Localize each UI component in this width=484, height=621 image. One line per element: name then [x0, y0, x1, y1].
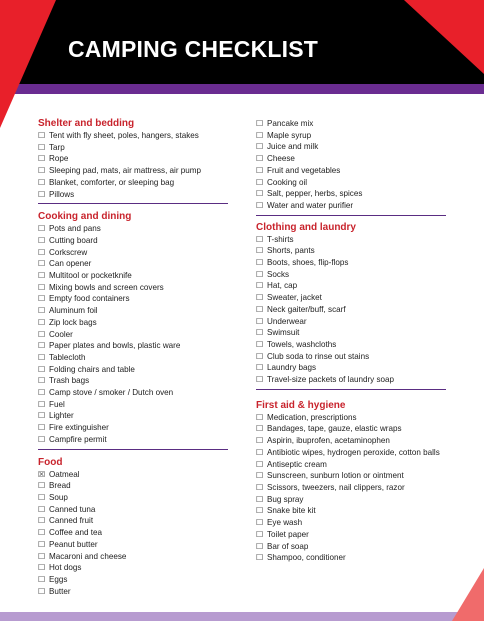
- checklist-item-label: Can opener: [49, 259, 92, 269]
- checklist-item-label: Scissors, tweezers, nail clippers, razor: [267, 482, 405, 492]
- checklist-item[interactable]: [256, 130, 446, 142]
- checkbox-icon[interactable]: ☐: [256, 328, 264, 338]
- checklist-item[interactable]: [256, 459, 446, 471]
- checklist-item-label: Aspirin, ibuprofen, acetaminophen: [267, 436, 390, 446]
- checklist-item[interactable]: [38, 153, 228, 165]
- checklist-item[interactable]: [38, 562, 228, 574]
- checklist-item-label: Mixing bowls and screen covers: [49, 282, 164, 292]
- checklist-item-label: Multitool or pocketknife: [49, 271, 132, 281]
- checkbox-icon[interactable]: ☐: [38, 189, 46, 199]
- checklist-item-label: Camp stove / smoker / Dutch oven: [49, 388, 174, 398]
- checkbox-icon[interactable]: ☐: [38, 423, 46, 433]
- checkbox-icon[interactable]: ☐: [38, 271, 46, 281]
- checklist-item-label: Blanket, comforter, or sleeping bag: [49, 177, 175, 187]
- checklist-item-label: Pillows: [49, 189, 75, 199]
- checklist-item-label: Fire extinguisher: [49, 423, 109, 433]
- checklist-item-label: Antiseptic cream: [267, 459, 327, 469]
- checklist-item[interactable]: [38, 142, 228, 154]
- checklist-item[interactable]: [38, 165, 228, 177]
- checklist-item-label: Paper plates and bowls, plastic ware: [49, 341, 181, 351]
- checklist-item[interactable]: [38, 515, 228, 527]
- checklist-item[interactable]: [256, 374, 446, 386]
- checkbox-icon[interactable]: ☐: [256, 304, 264, 314]
- checkbox-icon[interactable]: ☐: [38, 411, 46, 421]
- checkbox-icon[interactable]: ☐: [38, 376, 46, 386]
- checklist-item[interactable]: [256, 292, 446, 304]
- checklist-item-label: Lighter: [49, 411, 74, 421]
- checklist-item-label: Fruit and vegetables: [267, 165, 341, 175]
- checklist-item[interactable]: [256, 269, 446, 281]
- checklist-item-label: Sunscreen, sunburn lotion or ointment: [267, 471, 404, 481]
- checklist-item[interactable]: [38, 247, 228, 259]
- checklist-item-label: Pots and pans: [49, 224, 101, 234]
- checklist-item[interactable]: [38, 305, 228, 317]
- checkbox-icon[interactable]: ☐: [38, 341, 46, 351]
- checklist-item[interactable]: [256, 304, 446, 316]
- checkbox-icon[interactable]: ☐: [256, 459, 264, 469]
- checklist-item[interactable]: [256, 412, 446, 424]
- checkbox-icon[interactable]: ☐: [256, 269, 264, 279]
- checkbox-icon[interactable]: ☐: [38, 586, 46, 596]
- checklist-item-label: Eggs: [49, 574, 68, 584]
- checklist-item-label: Sweater, jacket: [267, 293, 322, 303]
- checkbox-icon[interactable]: ☐: [38, 504, 46, 514]
- checklist-item[interactable]: [256, 482, 446, 494]
- checkbox-icon[interactable]: ☐: [256, 351, 264, 361]
- checklist-item-label: Peanut butter: [49, 539, 98, 549]
- checkbox-icon[interactable]: ☐: [38, 352, 46, 362]
- checklist-item[interactable]: [256, 177, 446, 189]
- checklist-item[interactable]: [38, 340, 228, 352]
- checklist-item[interactable]: [38, 586, 228, 598]
- checklist-item[interactable]: [38, 364, 228, 376]
- checklist-item[interactable]: [256, 153, 446, 165]
- checklist-item-label: Pancake mix: [267, 119, 314, 128]
- checklist-item[interactable]: [256, 362, 446, 374]
- checklist-item[interactable]: [256, 280, 446, 292]
- checkbox-icon[interactable]: ☐: [256, 553, 264, 563]
- checklist-item[interactable]: [256, 505, 446, 517]
- checklist-item[interactable]: [38, 551, 228, 563]
- checkbox-icon[interactable]: ☐: [256, 506, 264, 516]
- checkbox-icon[interactable]: ☐: [256, 177, 264, 187]
- checklist-item[interactable]: [256, 188, 446, 200]
- checkbox-icon[interactable]: ☐: [256, 246, 264, 256]
- section-divider: [256, 389, 446, 390]
- checkbox-icon[interactable]: ☐: [38, 528, 46, 538]
- checklist-item-label: Eye wash: [267, 518, 303, 528]
- checklist-item-label: Soup: [49, 492, 68, 502]
- checklist-item[interactable]: [256, 141, 446, 153]
- checkbox-icon[interactable]: ☐: [38, 563, 46, 573]
- section-divider: [38, 449, 228, 450]
- checklist-item[interactable]: [38, 399, 228, 411]
- checkbox-icon[interactable]: ☐: [256, 375, 264, 385]
- checklist-item-label: Corkscrew: [49, 247, 88, 257]
- checkbox-icon[interactable]: ☐: [38, 399, 46, 409]
- checklist-item[interactable]: [38, 527, 228, 539]
- checklist-item-label: Club soda to rinse out stains: [267, 351, 370, 361]
- checklist-item[interactable]: [256, 118, 446, 130]
- checklist-item[interactable]: [38, 422, 228, 434]
- checklist-item-label: Cutting board: [49, 235, 98, 245]
- checklist-item-label: Cooler: [49, 329, 73, 339]
- checklist-item-label: Bar of soap: [267, 541, 309, 551]
- checklist-item-label: Socks: [267, 269, 290, 279]
- checkbox-icon[interactable]: ☐: [38, 574, 46, 584]
- checklist-item-label: Oatmeal: [49, 469, 80, 479]
- checkbox-icon[interactable]: ☐: [38, 388, 46, 398]
- section-divider: [38, 203, 228, 204]
- checklist-section: [38, 457, 228, 598]
- checklist-item[interactable]: [38, 375, 228, 387]
- checklist-item-label: Toilet paper: [267, 529, 309, 539]
- checkbox-icon[interactable]: ☐: [256, 234, 264, 244]
- checkbox-icon[interactable]: ☐: [256, 258, 264, 268]
- checklist-item-label: Canned fruit: [49, 516, 94, 526]
- section-heading: Food: [38, 456, 63, 468]
- checkbox-icon[interactable]: ☐: [38, 329, 46, 339]
- checklist-item[interactable]: [256, 234, 446, 246]
- checkbox-icon[interactable]: ☐: [256, 130, 264, 140]
- checkbox-icon[interactable]: ☐: [256, 293, 264, 303]
- checkbox-icon[interactable]: ☐: [38, 154, 46, 164]
- checklist-item-label: Bandages, tape, gauze, elastic wraps: [267, 424, 402, 434]
- checkbox-icon[interactable]: ☐: [256, 339, 264, 349]
- checklist-item-label: Bread: [49, 481, 71, 491]
- checkbox-icon[interactable]: ☐: [256, 165, 264, 175]
- checkbox-icon[interactable]: ☐: [38, 177, 46, 187]
- checklist-item[interactable]: [256, 435, 446, 447]
- checkbox-icon[interactable]: ☐: [256, 447, 264, 457]
- checklist-item[interactable]: [38, 352, 228, 364]
- checked-checkbox-icon[interactable]: ☒: [38, 469, 46, 479]
- checklist-item[interactable]: [38, 387, 228, 399]
- checkbox-icon[interactable]: ☐: [38, 224, 46, 234]
- checklist-item-label: Macaroni and cheese: [49, 551, 127, 561]
- checklist-item-label: Boots, shoes, flip-flops: [267, 258, 349, 268]
- checklist-item-label: Shampoo, conditioner: [267, 553, 346, 563]
- checklist-item[interactable]: [38, 504, 228, 516]
- checklist-item[interactable]: [38, 235, 228, 247]
- checkbox-icon[interactable]: ☐: [256, 541, 264, 551]
- checklist-item-label: Maple syrup: [267, 130, 312, 140]
- checklist-item-label: Towels, washcloths: [267, 339, 337, 349]
- checklist-section: [256, 118, 446, 216]
- checklist-item-label: Canned tuna: [49, 504, 96, 514]
- checklist-item[interactable]: [256, 552, 446, 564]
- checklist-item[interactable]: [38, 223, 228, 235]
- checkbox-icon[interactable]: ☐: [38, 492, 46, 502]
- purple-strip: [0, 84, 484, 94]
- page-title: CAMPING CHECKLIST: [68, 36, 319, 62]
- checklist-item-label: Bug spray: [267, 494, 304, 504]
- right-column: [256, 118, 446, 564]
- checklist-item-label: Travel-size packets of laundry soap: [267, 375, 395, 385]
- checklist-item-label: Underwear: [267, 316, 307, 326]
- checklist-item-label: Zip lock bags: [49, 317, 97, 327]
- checklist-item[interactable]: [256, 517, 446, 529]
- checklist-item[interactable]: [256, 351, 446, 363]
- checklist-item-label: Empty food containers: [49, 294, 130, 304]
- checklist-item-label: Sleeping pad, mats, air mattress, air pump: [49, 166, 202, 176]
- checklist-item-label: Aluminum foil: [49, 306, 98, 316]
- checklist-item[interactable]: [256, 423, 446, 435]
- checklist-item[interactable]: [38, 130, 228, 142]
- section-heading: Shelter and bedding: [38, 118, 135, 129]
- checklist-item[interactable]: [256, 165, 446, 177]
- checklist-item-label: Campfire permit: [49, 434, 107, 444]
- checklist-item[interactable]: [38, 434, 228, 446]
- checklist-section: [38, 118, 228, 204]
- checklist-item[interactable]: [38, 258, 228, 270]
- checkbox-icon[interactable]: ☐: [38, 166, 46, 176]
- checkbox-icon[interactable]: ☐: [256, 436, 264, 446]
- section-heading: Clothing and laundry: [256, 221, 356, 233]
- checklist-item-label: Water and water purifier: [267, 200, 354, 210]
- checklist-item-label: Hat, cap: [267, 281, 298, 291]
- checklist-item[interactable]: [256, 447, 446, 459]
- checklist-item[interactable]: [256, 529, 446, 541]
- checklist-item-label: Butter: [49, 586, 71, 596]
- checkbox-icon[interactable]: ☐: [256, 518, 264, 528]
- checklist-item[interactable]: [38, 410, 228, 422]
- checklist-item-label: Cooking oil: [267, 177, 308, 187]
- checklist-item-label: Tablecloth: [49, 352, 86, 362]
- checklist-item-label: T-shirts: [267, 234, 294, 244]
- checklist-item[interactable]: [256, 257, 446, 269]
- checklist-item-label: Tent with fly sheet, poles, hangers, stakes: [49, 131, 199, 140]
- checkbox-icon[interactable]: ☐: [38, 434, 46, 444]
- checklist-item-label: Trash bags: [49, 376, 90, 386]
- checklist-item[interactable]: [256, 339, 446, 351]
- left-column: [38, 118, 228, 597]
- checkbox-icon[interactable]: ☐: [256, 281, 264, 291]
- checklist-item[interactable]: [38, 177, 228, 189]
- checkbox-icon[interactable]: ☐: [38, 282, 46, 292]
- checklist-item-label: Rope: [49, 154, 69, 164]
- checkbox-icon[interactable]: ☐: [38, 247, 46, 257]
- checklist-item-label: Coffee and tea: [49, 528, 102, 538]
- checkbox-icon[interactable]: ☐: [38, 294, 46, 304]
- checklist-item[interactable]: [256, 327, 446, 339]
- checklist-item-label: Hot dogs: [49, 563, 82, 573]
- checkbox-icon[interactable]: ☐: [256, 200, 264, 210]
- checkbox-icon[interactable]: ☐: [256, 363, 264, 373]
- checkbox-icon[interactable]: ☐: [38, 539, 46, 549]
- checklist-item[interactable]: [38, 189, 228, 201]
- checklist-item[interactable]: [256, 200, 446, 212]
- checkbox-icon[interactable]: ☐: [256, 189, 264, 199]
- checklist-item[interactable]: [38, 329, 228, 341]
- checklist-item[interactable]: [38, 574, 228, 586]
- checkbox-icon[interactable]: ☐: [256, 482, 264, 492]
- checklist-item[interactable]: [38, 469, 228, 481]
- checklist-item[interactable]: [38, 492, 228, 504]
- checkbox-icon[interactable]: ☐: [256, 316, 264, 326]
- checklist-item-label: Cheese: [267, 154, 295, 164]
- checklist-item[interactable]: [256, 470, 446, 482]
- checklist-item-label: Antibiotic wipes, hydrogen peroxide, cotton balls: [267, 447, 440, 457]
- checkbox-icon[interactable]: ☐: [256, 412, 264, 422]
- checklist-item-label: Folding chairs and table: [49, 364, 135, 374]
- checkbox-icon[interactable]: ☐: [256, 529, 264, 539]
- checklist-item[interactable]: [38, 270, 228, 282]
- checklist-item-label: Laundry bags: [267, 363, 317, 373]
- checklist-item-label: Swimsuit: [267, 328, 300, 338]
- checklist-item[interactable]: [38, 317, 228, 329]
- section-heading: First aid & hygiene: [256, 399, 346, 411]
- checklist-item[interactable]: [256, 316, 446, 328]
- checkbox-icon[interactable]: ☐: [38, 142, 46, 152]
- checklist-item-label: Medication, prescriptions: [267, 412, 357, 422]
- checkbox-icon[interactable]: ☐: [38, 259, 46, 269]
- checklist-item-label: Fuel: [49, 399, 65, 409]
- checklist-item[interactable]: [38, 282, 228, 294]
- checkbox-icon[interactable]: ☐: [38, 235, 46, 245]
- checklist-item-label: Neck gaiter/buff, scarf: [267, 304, 346, 314]
- checkbox-icon[interactable]: ☐: [256, 424, 264, 434]
- checklist-item[interactable]: [256, 245, 446, 257]
- checkbox-icon[interactable]: ☐: [38, 306, 46, 316]
- checkbox-icon[interactable]: ☐: [256, 494, 264, 504]
- checkbox-icon[interactable]: ☐: [38, 516, 46, 526]
- section-divider: [256, 215, 446, 216]
- checklist-item-label: Salt, pepper, herbs, spices: [267, 189, 363, 199]
- bottom-strip: [0, 612, 484, 621]
- checklist-section: [256, 222, 446, 390]
- checklist-item-label: Snake bite kit: [267, 506, 316, 516]
- checklist-item[interactable]: [38, 539, 228, 551]
- checkbox-icon[interactable]: ☐: [256, 119, 264, 128]
- checkbox-icon[interactable]: ☐: [256, 142, 264, 152]
- checkbox-icon[interactable]: ☐: [38, 481, 46, 491]
- checkbox-icon[interactable]: ☐: [256, 154, 264, 164]
- checkbox-icon[interactable]: ☐: [38, 317, 46, 327]
- checkbox-icon[interactable]: ☐: [38, 551, 46, 561]
- section-heading: Cooking and dining: [38, 211, 132, 223]
- checklist-item-label: Shorts, pants: [267, 246, 315, 256]
- checklist-section: [256, 400, 446, 564]
- checklist-item-label: Juice and milk: [267, 142, 319, 152]
- checkbox-icon[interactable]: ☐: [38, 364, 46, 374]
- checklist-item-label: Tarp: [49, 142, 65, 152]
- checklist-item[interactable]: [38, 293, 228, 305]
- checklist-item[interactable]: [256, 494, 446, 506]
- checklist-item[interactable]: [38, 480, 228, 492]
- checkbox-icon[interactable]: ☐: [256, 471, 264, 481]
- checklist-section: [38, 211, 228, 449]
- checkbox-icon[interactable]: ☐: [38, 131, 46, 140]
- checklist-item[interactable]: [256, 541, 446, 553]
